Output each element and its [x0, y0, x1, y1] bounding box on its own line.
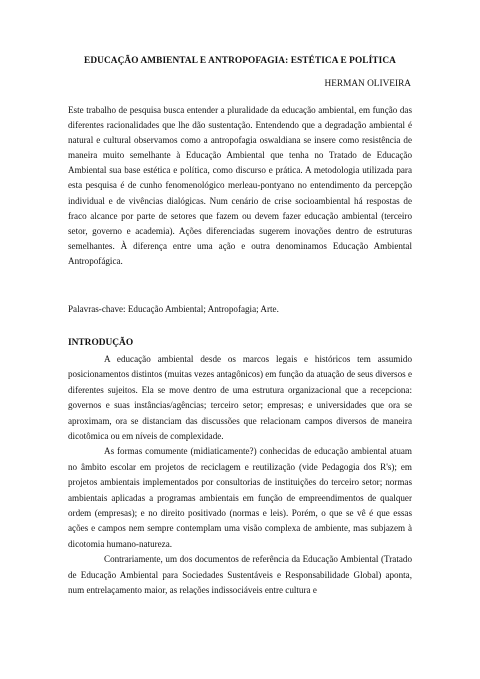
paper-author: HERMAN OLIVEIRA — [324, 79, 411, 89]
keywords-line: Palavras-chave: Educação Ambiental; Antropofagia; Arte. — [68, 304, 279, 314]
body-paragraph: Contrariamente, um dos documentos de referência da Educação Ambiental (Tratado de Educação Ambiental para Sociedades Sustentáveis e Responsabilidade Global) aponta, num entrelaçamento maior, as relações indissociáveis entre cultura e — [68, 554, 412, 596]
section-heading-introducao: INTRODUÇÃO — [68, 338, 134, 348]
abstract-paragraph: Este trabalho de pesquisa busca entender a pluralidade da educação ambiental, em função das diferentes racionalidades que lhe dão sustentação. Entendendo que a degradação ambiental é natural e cultural observamos como a antropofagia oswaldiana se insere como resistência de maneira muito semelhante à Educação Ambiental que tenha no Tratado de Educação Ambiental sua base estética e política, como discurso e prática. A metodologia utilizada para esta pesquisa é de cunho fenomenológico merleau-pontyano no entendimento da percepção individual e de vivências dialógicas. Num cenário de crise socioambiental há respostas de fraco alcance por parte de setores que fazem ou devem fazer educação ambiental (terceiro setor, governo e academia). Ações diferenciadas sugerem inovações dentro de estruturas semelhantes. À diferença entre uma ação e outra denominamos Educação Ambiental Antropofágica. — [68, 105, 412, 266]
body-paragraph: As formas comumente (midiaticamente?) conhecidas de educação ambiental atuam no âmbito escolar em projetos de reciclagem e reutilização (vide Pedagogia dos R's); em projetos ambientais implementados por consultorias de instituições do terceiro setor; normas ambientais aplicadas a programas ambientais em função de empreendimentos de qualquer ordem (empresas); e no direito positivado (normas e leis). Porém, o que se vê é que essas ações e campos nem sempre contemplam uma visão complexa de ambiente, mas subjazem à dicotomia humano-natureza. — [68, 446, 412, 549]
paper-title: EDUCAÇÃO AMBIENTAL E ANTROPOFAGIA: ESTÉTICA E POLÍTICA — [84, 56, 396, 66]
body-paragraph: A educação ambiental desde os marcos legais e históricos tem assumido posicionamentos distintos (muitas vezes antagônicos) em função da atuação de seus diversos e diferentes sujeitos. Ela se move dentro de uma estrutura organizacional que a recepciona: governos e suas instâncias/agências; terceiro setor; empresas; e universidades que ora se aproximam, ora se distanciam das discussões que relacionam campos diversos de maneira dicotômica ou em níveis de complexidade. — [68, 354, 412, 442]
introduction-body — [68, 352, 412, 599]
